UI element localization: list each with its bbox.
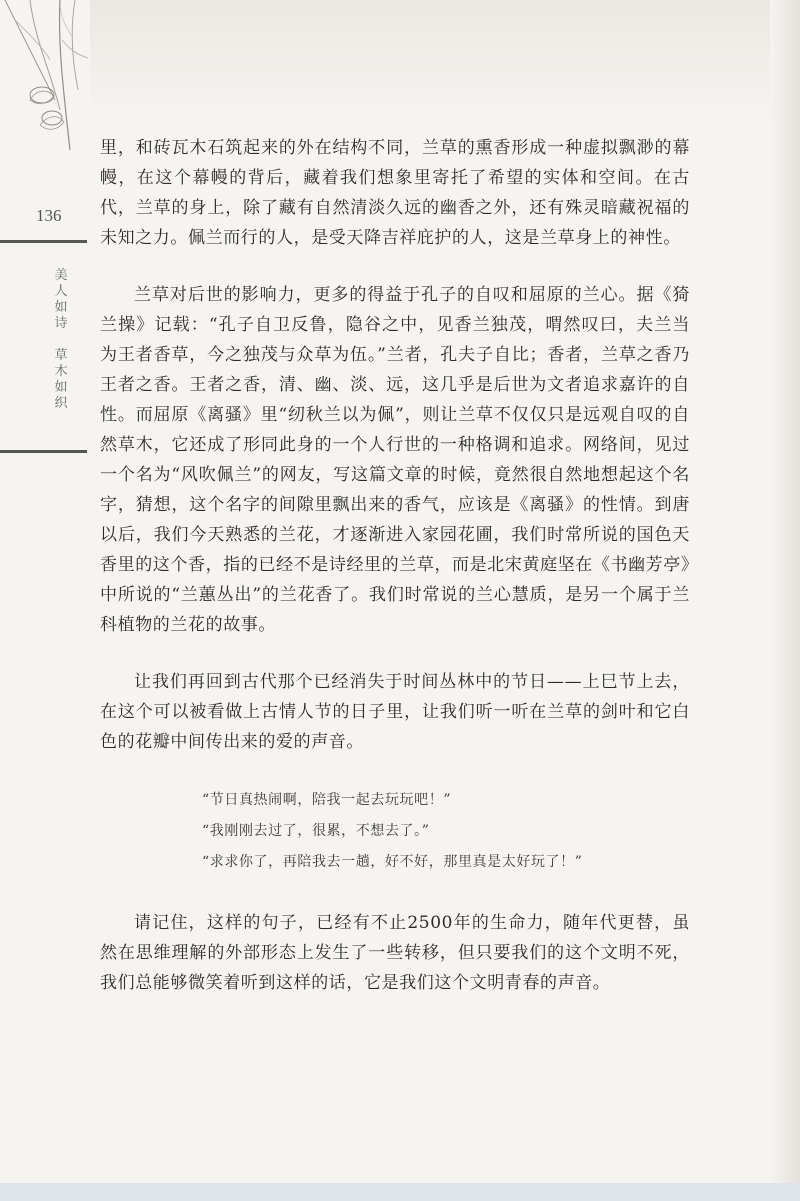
page-edge-shadow (770, 0, 800, 1201)
paragraph: 让我们再回到古代那个已经消失于时间丛林中的节日——上巳节上去，在这个可以被看做上古情人节的日子里，让我们听一听在兰草的剑叶和它白色的花瓣中间传出来的爱的声音。 (100, 672, 690, 752)
running-title (52, 268, 70, 412)
running-title-char: 草 (54, 348, 68, 363)
paragraph: 兰草对后世的影响力，更多的得益于孔子的自叹和屈原的兰心。据《猗兰操》记载：“孔子自卫反鲁，隐谷之中，见香兰独茂，喟然叹曰，夫兰当为王者香草，今之独茂与众草为伍。”兰者，孔夫子自比；香者，兰草之香乃王者之香。王者之香，清、幽、淡、远，这几乎是后世为文者追求嘉许的自性。而屈原《离骚》里“纫秋兰以为佩”，则让兰草不仅仅只是远观自叹的自然草木，它还成了形同此身的一个人行世的一种格调和追求。网络间，见过一个名为“风吹佩兰”的网友，写这篇文章的时候，竟然很自然地想起这个名字，猜想，这个名字的间隙里飘出来的香气，应该是《离骚》的性情。到唐以后，我们今天熟悉的兰花，才逐渐进入家园花圃，我们时常所说的国色天香里的这个香，指的已经不是诗经里的兰草，而是北宋黄庭坚在《书幽芳亭》中所说的“兰蕙丛出”的兰花香了。我们时常说的兰心慧质，是另一个属于兰科植物的兰花的故事。 (100, 285, 690, 635)
scan-bottom-edge (0, 1183, 800, 1201)
quote-line: “我刚刚去过了，很累，不想去了。” (202, 823, 430, 839)
paragraph: 里，和砖瓦木石筑起来的外在结构不同，兰草的熏香形成一种虚拟飘渺的幕幔，在这个幕幔的背后，藏着我们想象里寄托了希望的实体和空间。在古代，兰草的身上，除了藏有自然清淡久远的幽香之外，还有殊灵暗藏祝福的未知之力。佩兰而行的人，是受天降吉祥庇护的人，这是兰草身上的神性。 (100, 138, 690, 248)
running-title-char: 如 (54, 380, 68, 395)
running-title-char: 美 (54, 268, 68, 283)
running-title-char: 人 (54, 284, 68, 299)
quote-line: “求求你了，再陪我去一趟，好不好，那里真是太好玩了！” (202, 854, 583, 870)
paragraph: 请记住，这样的句子，已经有不止2500年的生命力，随年代更替，虽然在思维理解的外部形态上发生了一些转移，但只要我们的这个文明不死，我们总能够微笑着听到这样的话，它是我们这个文明青春的声音。 (100, 913, 690, 993)
orchid-illustration-icon (0, 0, 95, 165)
margin-rule-top (0, 240, 87, 243)
page-top-shadow (90, 0, 770, 120)
page-number: 136 (36, 206, 62, 225)
running-title-char: 诗 (54, 316, 68, 331)
main-text (100, 133, 690, 998)
quote-line: “节日真热闹啊，陪我一起去玩玩吧！” (202, 792, 452, 808)
dialogue-quotes (202, 785, 690, 878)
margin-rule-bottom (0, 450, 87, 453)
running-title-char: 织 (54, 396, 68, 411)
running-title-char: 如 (54, 300, 68, 315)
running-title-char: 木 (54, 364, 68, 379)
